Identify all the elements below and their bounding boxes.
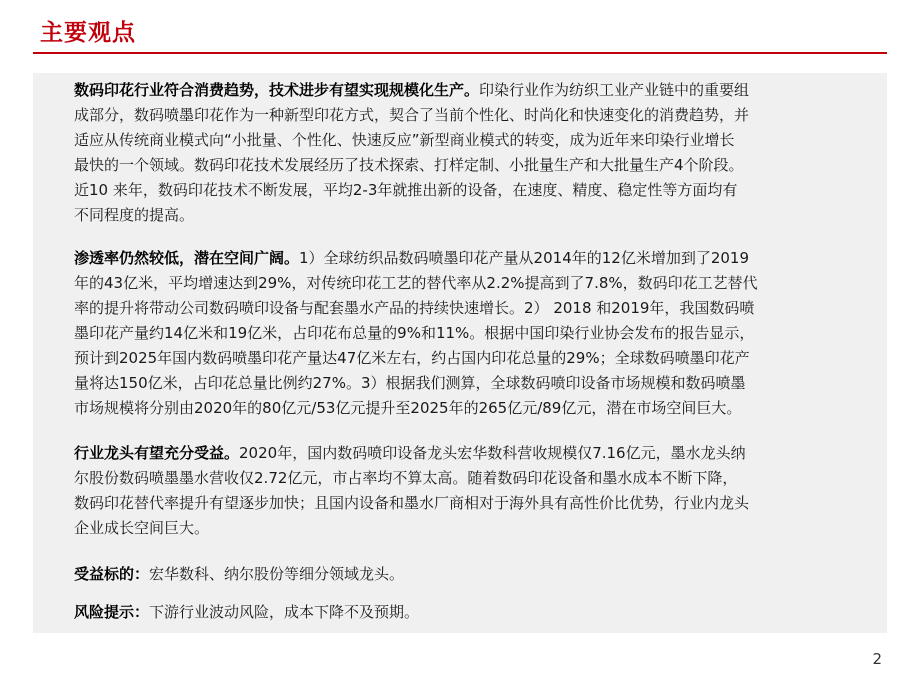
- title-divider: [33, 52, 887, 54]
- paragraph-line: [74, 441, 890, 466]
- paragraph-text: 1）全球纺织品数码喷墨印花产量从2014年的12亿米增加到了2019: [299, 249, 749, 267]
- paragraph-line: 市场规模将分别由2020年的80亿元/53亿元提升至2025年的265亿元/89亿元，潜在市场空间巨大。: [74, 399, 742, 417]
- paragraph-line: 不同程度的提高。: [74, 206, 195, 224]
- paragraph-line: 数码印花替代率提升有望逐步加快；且国内设备和墨水厂商相对于海外具有高性价比优势，行业内龙头: [74, 494, 750, 512]
- paragraph-line: [74, 562, 890, 587]
- paragraph-line: [74, 246, 890, 271]
- paragraph-line: 最快的一个领域。数码印花技术发展经历了技术探索、打样定制、小批量生产和大批量生产4个阶段。: [74, 156, 744, 174]
- paragraph-lead: 行业龙头有望充分受益。: [74, 444, 240, 462]
- paragraph-text: 印染行业作为纺织工业产业链中的重要组: [479, 81, 750, 99]
- paragraph-line: 预计到2025年国内数码喷墨印花产量达47亿米左右，约占国内印花总量的29%；全球数码喷墨印花产: [74, 349, 750, 367]
- paragraph-line: [74, 600, 890, 625]
- paragraph-text: 下游行业波动风险，成本下降不及预期。: [149, 603, 420, 621]
- paragraph-line: 率的提升将带动公司数码喷印设备与配套墨水产品的持续快速增长。2） 2018 和2019年，我国数码喷: [74, 299, 755, 317]
- paragraph-lead: 受益标的：: [74, 565, 150, 583]
- paragraph-line: 适应从传统商业模式向“小批量、个性化、快速反应”新型商业模式的转变，成为近年来印染行业增长: [74, 131, 735, 149]
- paragraph-line: 墨印花产量约14亿米和19亿米，占印花布总量的9%和11%。根据中国印染行业协会发布的报告显示，: [74, 324, 755, 342]
- page-title: 主要观点: [40, 20, 136, 46]
- page-number: 2: [872, 650, 882, 668]
- paragraph-beneficiaries: [74, 562, 890, 587]
- paragraph-industry-trend: [74, 78, 890, 228]
- paragraph-line: [74, 78, 890, 103]
- paragraph-industry-leaders: [74, 441, 890, 541]
- paragraph-line: 近10 来年，数码印花技术不断发展，平均2-3年就推出新的设备，在速度、精度、稳定性等方面均有: [74, 181, 738, 199]
- paragraph-text: 宏华数科、纳尔股份等细分领域龙头。: [149, 565, 405, 583]
- paragraph-line: 量将达150亿米，占印花总量比例约27%。3）根据我们测算，全球数码喷印设备市场规模和数码喷墨: [74, 374, 746, 392]
- paragraph-text: 2020年，国内数码喷印设备龙头宏华数科营收规模仅7.16亿元，墨水龙头纳: [239, 444, 746, 462]
- paragraph-line: 企业成长空间巨大。: [74, 519, 210, 537]
- paragraph-risk-warning: [74, 600, 890, 625]
- paragraph-lead: 风险提示：: [74, 603, 150, 621]
- paragraph-lead: 数码印花行业符合消费趋势，技术进步有望实现规模化生产。: [74, 81, 480, 99]
- paragraph-line: 成部分，数码喷墨印花作为一种新型印花方式，契合了当前个性化、时尚化和快速变化的消费趋势，并: [74, 106, 750, 124]
- paragraph-line: 年的43亿米，平均增速达到29%，对传统印花工艺的替代率从2.2%提高到了7.8%，数码印花工艺替代: [74, 274, 758, 292]
- paragraph-lead: 渗透率仍然较低，潜在空间广阔。: [74, 249, 300, 267]
- paragraph-penetration: [74, 246, 890, 421]
- paragraph-line: 尔股份数码喷墨墨水营收仅2.72亿元，市占率均不算太高。随着数码印花设备和墨水成本不断下降，: [74, 469, 738, 487]
